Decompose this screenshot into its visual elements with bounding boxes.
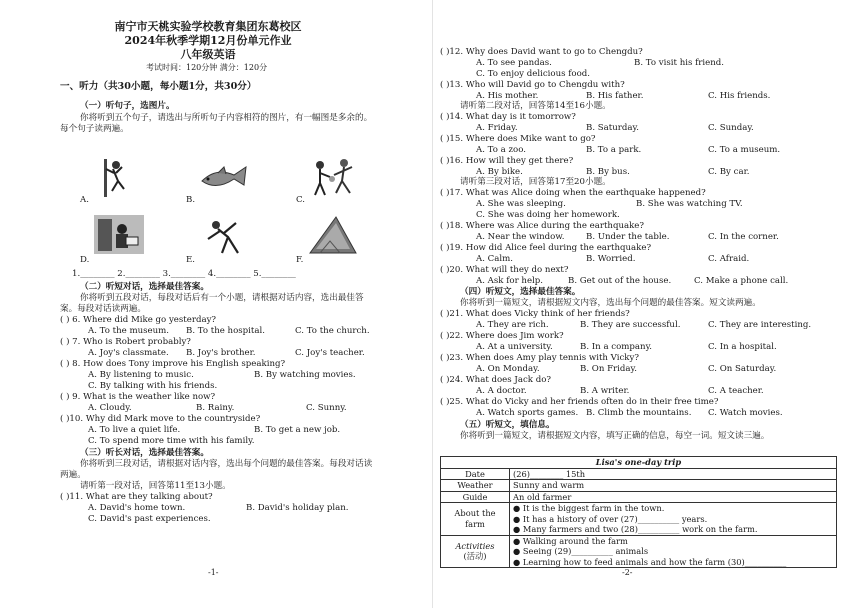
part2-instructions-cont: 案。每段对话读两遍。 [60, 304, 146, 314]
q23-option-a[interactable]: A. On Monday. [476, 364, 540, 374]
activity-learning-30[interactable]: ● Learning how to feed animals and how the farm (30)__________ [513, 556, 787, 567]
part4-heading: （四）听短文，选择最佳答案。 [460, 287, 581, 297]
q16-option-a[interactable]: A. By bike. [476, 167, 523, 177]
part3-instructions: 你将听到三段对话，请根据对话内容，选出每个问题的最佳答案。每段对话读 [80, 459, 373, 469]
q13-option-b[interactable]: B. His father. [586, 91, 644, 101]
q17-option-b[interactable]: B. She was watching TV. [636, 199, 743, 209]
weather-value: Sunny and warm [510, 480, 837, 492]
date-label: Date [441, 468, 510, 480]
farm-item-farmers-28[interactable]: ● Many farmers and two (28)__________ work on the farm. [513, 524, 758, 534]
part3-heading: （三）听长对话，选择最佳答案。 [80, 448, 209, 458]
q22-option-c[interactable]: C. In a hospital. [708, 342, 777, 352]
q9-option-c[interactable]: C. Sunny. [306, 403, 347, 413]
pic-label-b: B. [186, 195, 196, 205]
q11-option-b[interactable]: B. David's holiday plan. [246, 503, 349, 513]
q22-option-b[interactable]: B. In a company. [580, 342, 653, 352]
trip-table-title: Lisa's one-day trip [441, 457, 837, 469]
q8-option-c[interactable]: C. By talking with his friends. [88, 381, 218, 391]
q19-option-c[interactable]: C. Afraid. [708, 254, 750, 264]
exam-info: 考试时间：120分钟 满分：120分 [146, 63, 268, 72]
question-19[interactable]: ( )19. How did Alice feel during the earthquake? [440, 243, 652, 253]
farm-label: About the farm [441, 503, 510, 536]
question-17[interactable]: ( )17. What was Alice doing when the earthquake happened? [440, 188, 706, 198]
pic-label-a: A. [80, 195, 89, 205]
farm-item-history-27[interactable]: ● It has a history of over (27)__________ years. [513, 513, 708, 524]
q25-option-b[interactable]: B. Climb the mountains. [586, 408, 692, 418]
q21-option-c[interactable]: C. They are interesting. [708, 320, 812, 330]
q21-option-b[interactable]: B. They are successful. [580, 320, 681, 330]
q12-option-a[interactable]: A. To see pandas. [476, 58, 552, 68]
part1-instructions: 你将听到五个句子，请选出与所听句子内容相符的图片，有一幅图是多余的。 [80, 113, 373, 123]
picture-e-exercise [198, 213, 252, 256]
picture-d-reading [92, 213, 146, 256]
question-25[interactable]: ( )25. What do Vicky and her friends often do in their free time? [440, 397, 719, 407]
question-16[interactable]: ( )16. How will they get there? [440, 156, 574, 166]
question-15[interactable]: ( )15. Where does Mike want to go? [440, 134, 596, 144]
q23-option-c[interactable]: C. On Saturday. [708, 364, 777, 374]
q20-option-b[interactable]: B. Get out of the house. [568, 276, 672, 286]
q11-option-a[interactable]: A. David's home town. [88, 503, 186, 513]
question-8[interactable]: ( ) 8. How does Tony improve his English speaking? [60, 359, 286, 369]
q8-option-b[interactable]: B. By watching movies. [254, 370, 356, 380]
part3-dialogue-note: 请听第一段对话，回答第11至13小题。 [80, 481, 231, 491]
q7-option-c[interactable]: C. Joy's teacher. [295, 348, 365, 358]
q6-option-c[interactable]: C. To the church. [295, 326, 370, 336]
q22-option-a[interactable]: A. At a university. [476, 342, 553, 352]
activity-seeing-29[interactable]: ● Seeing (29)__________ animals [513, 546, 649, 556]
q10-option-a[interactable]: A. To live a quiet life. [88, 425, 181, 435]
part5-heading: （五）听短文，填信息。 [460, 420, 555, 430]
part1-heading: （一）听句子，选图片。 [80, 101, 175, 111]
activity-walking: ● Walking around the farm [513, 535, 628, 546]
q10-option-c[interactable]: C. To spend more time with his family. [88, 436, 255, 446]
q24-option-b[interactable]: B. A writer. [580, 386, 630, 396]
q7-option-b[interactable]: B. Joy's brother. [186, 348, 256, 358]
question-21[interactable]: ( )21. What does Vicky think of her friends? [440, 309, 630, 319]
part2-instructions: 你将听到五段对话，每段对话后有一个小题，请根据对话内容，选出最佳答 [80, 293, 364, 303]
q15-option-a[interactable]: A. To a zoo. [476, 145, 526, 155]
q20-option-a[interactable]: A. Ask for help. [476, 276, 544, 286]
question-11[interactable]: ( )11. What are they talking about? [60, 492, 213, 502]
part4-instructions: 你将听到一篇短文，请根据短文内容，选出每个问题的最佳答案。短文读两遍。 [460, 298, 761, 308]
pic-label-f: F. [296, 255, 304, 265]
q19-option-b[interactable]: B. Worried. [586, 254, 636, 264]
q19-option-a[interactable]: A. Calm. [476, 254, 513, 264]
subject-title: 八年级英语 [180, 48, 236, 61]
q15-option-c[interactable]: C. To a museum. [708, 145, 781, 155]
q8-option-a[interactable]: A. By listening to music. [88, 370, 194, 380]
q11-option-c[interactable]: C. David's past experiences. [88, 514, 211, 524]
question-24[interactable]: ( )24. What does Jack do? [440, 375, 552, 385]
q6-option-a[interactable]: A. To the museum. [88, 326, 170, 336]
question-20[interactable]: ( )20. What will they do next? [440, 265, 569, 275]
question-23[interactable]: ( )23. When does Amy play tennis with Vicky? [440, 353, 639, 363]
q14-option-c[interactable]: C. Sunday. [708, 123, 754, 133]
q16-option-b[interactable]: B. By bus. [586, 167, 630, 177]
part5-instructions: 你将听到一篇短文，请根据短文内容，填写正确的信息，每空一词。短文读三遍。 [460, 431, 770, 441]
question-14[interactable]: ( )14. What day is it tomorrow? [440, 112, 576, 122]
page-number: -2- [622, 568, 633, 577]
farm-item-biggest: ● It is the biggest farm in the town. [513, 503, 665, 513]
question-22[interactable]: ( )22. Where does Jim work? [440, 331, 564, 341]
q14-option-a[interactable]: A. Friday. [476, 123, 518, 133]
q21-option-a[interactable]: A. They are rich. [476, 320, 549, 330]
pic-label-d: D. [80, 255, 90, 265]
picture-c-kids-playing [306, 155, 360, 198]
part1-instructions-cont: 每个句子读两遍。 [60, 124, 129, 134]
question-6[interactable]: ( ) 6. Where did Mike go yesterday? [60, 315, 217, 325]
activities-label [441, 535, 510, 568]
question-13[interactable]: ( )13. Who will David go to Chengdu with? [440, 80, 625, 90]
page-2 [432, 0, 861, 608]
q9-option-a[interactable]: A. Cloudy. [88, 403, 132, 413]
q23-option-b[interactable]: B. On Friday. [580, 364, 637, 374]
guide-value: An old farmer [510, 491, 837, 503]
question-7[interactable]: ( ) 7. Who is Robert probably? [60, 337, 191, 347]
q15-option-b[interactable]: B. To a park. [586, 145, 642, 155]
q13-option-c[interactable]: C. His friends. [708, 91, 771, 101]
question-9[interactable]: ( ) 9. What is the weather like now? [60, 392, 216, 402]
q24-option-a[interactable]: A. A doctor. [476, 386, 527, 396]
q17-option-c[interactable]: C. She was doing her homework. [476, 210, 620, 220]
q13-option-a[interactable]: A. His mother. [476, 91, 539, 101]
q16-option-c[interactable]: C. By car. [708, 167, 750, 177]
date-field-26[interactable]: (26)________ 15th [510, 468, 837, 480]
weather-label: Weather [441, 480, 510, 492]
question-12[interactable]: ( )12. Why does David want to go to Chengdu? [440, 47, 643, 57]
picture-f-triangle [306, 213, 360, 256]
part3-instructions-cont: 两遍。 [60, 470, 86, 480]
part2-heading: （二）听短对话，选择最佳答案。 [80, 282, 209, 292]
q18-option-a[interactable]: A. Near the window. [476, 232, 565, 242]
activities-label-en: Activities [455, 540, 495, 551]
q9-option-b[interactable]: B. Rainy. [196, 403, 235, 413]
question-18[interactable]: ( )18. Where was Alice during the earthquake? [440, 221, 645, 231]
pic-label-c: C. [296, 195, 306, 205]
answer-blanks-1-5[interactable]: 1.________ 2.________ 3.________ 4.________ 5.________ [72, 269, 296, 279]
picture-a-kid-on-pole [92, 155, 146, 198]
dialogue-3-note: 请听第三段对话，回答第17至20小题。 [460, 177, 611, 187]
q7-option-a[interactable]: A. Joy's classmate. [88, 348, 169, 358]
section-listening-heading: 一、听力（共30小题，每小题1分，共30分） [60, 81, 257, 92]
question-10[interactable]: ( )10. Why did Mark move to the countryside? [60, 414, 261, 424]
activities-label-cn: (活动) [463, 551, 487, 562]
q18-option-c[interactable]: C. In the corner. [708, 232, 779, 242]
lisa-trip-table [440, 456, 837, 568]
dialogue-2-note: 请听第二段对话，回答第14至16小题。 [460, 101, 611, 111]
q14-option-b[interactable]: B. Saturday. [586, 123, 639, 133]
q17-option-a[interactable]: A. She was sleeping. [476, 199, 566, 209]
page-number: -1- [208, 568, 219, 577]
picture-b-fish [198, 155, 252, 198]
q12-option-c[interactable]: C. To enjoy delicious food. [476, 69, 591, 79]
q18-option-b[interactable]: B. Under the table. [586, 232, 670, 242]
farm-details [510, 503, 837, 536]
q24-option-c[interactable]: C. A teacher. [708, 386, 764, 396]
term-title: 2024年秋季学期12月份单元作业 [124, 34, 292, 47]
school-title: 南宁市天桃实验学校教育集团东葛校区 [114, 20, 302, 33]
pic-label-e: E. [186, 255, 196, 265]
guide-label: Guide [441, 491, 510, 503]
activities-details [510, 535, 837, 568]
q20-option-c[interactable]: C. Make a phone call. [694, 276, 789, 286]
q25-option-c[interactable]: C. Watch movies. [708, 408, 783, 418]
q10-option-b[interactable]: B. To get a new job. [254, 425, 341, 435]
q12-option-b[interactable]: B. To visit his friend. [634, 58, 725, 68]
q6-option-b[interactable]: B. To the hospital. [186, 326, 265, 336]
q25-option-a[interactable]: A. Watch sports games. [476, 408, 579, 418]
